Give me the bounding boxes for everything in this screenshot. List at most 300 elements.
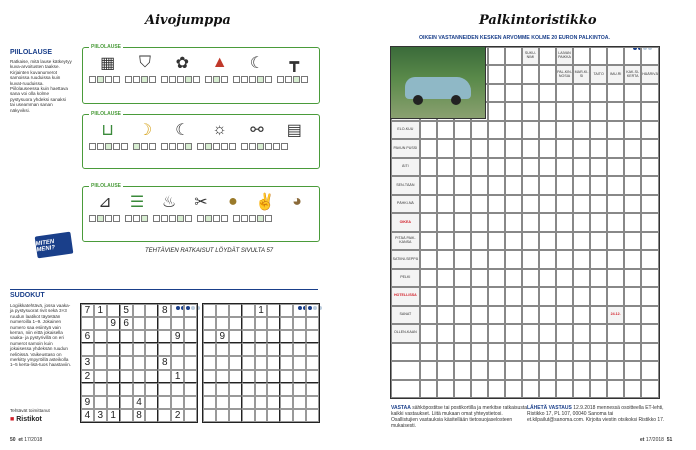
crossword-cell[interactable]: [607, 213, 624, 231]
sudoku-cell[interactable]: [203, 343, 216, 356]
crossword-cell[interactable]: [471, 195, 488, 213]
crossword-cell[interactable]: [573, 195, 590, 213]
crossword-cell[interactable]: [471, 380, 488, 398]
crossword-cell[interactable]: [505, 195, 522, 213]
crossword-cell[interactable]: [624, 84, 641, 102]
crossword-cell[interactable]: [624, 102, 641, 120]
sudoku-cell[interactable]: [171, 356, 184, 369]
sudoku-cell[interactable]: [145, 304, 158, 317]
crossword-cell[interactable]: [471, 139, 488, 157]
crossword-cell[interactable]: [522, 250, 539, 268]
sudoku-cell[interactable]: [203, 396, 216, 409]
sudoku-cell[interactable]: 4: [81, 409, 94, 422]
sudoku-cell[interactable]: [158, 317, 171, 330]
crossword-cell[interactable]: [522, 121, 539, 139]
sudoku-cell[interactable]: [203, 383, 216, 396]
sudoku-cell[interactable]: [280, 304, 293, 317]
sudoku-cell[interactable]: [171, 343, 184, 356]
crossword-cell[interactable]: [488, 232, 505, 250]
sudoku-cell[interactable]: [171, 304, 184, 317]
sudoku-cell[interactable]: [133, 317, 146, 330]
sudoku-cell[interactable]: 6: [81, 330, 94, 343]
crossword-cell[interactable]: [420, 269, 437, 287]
sudoku-cell[interactable]: [184, 409, 197, 422]
sudoku-cell[interactable]: [280, 343, 293, 356]
crossword-cell[interactable]: [641, 102, 659, 120]
crossword-cell[interactable]: [641, 343, 659, 361]
crossword-cell[interactable]: [488, 269, 505, 287]
crossword-cell[interactable]: [454, 269, 471, 287]
crossword-cell[interactable]: [539, 65, 556, 83]
sudoku-cell[interactable]: 3: [94, 409, 107, 422]
sudoku-cell[interactable]: [158, 396, 171, 409]
crossword-cell[interactable]: [420, 121, 437, 139]
sudoku-cell[interactable]: [81, 343, 94, 356]
crossword-cell[interactable]: [488, 195, 505, 213]
crossword-cell[interactable]: [454, 324, 471, 342]
crossword-cell[interactable]: [437, 176, 454, 194]
sudoku-cell[interactable]: [242, 409, 255, 422]
crossword-cell[interactable]: [522, 65, 539, 83]
crossword-cell[interactable]: [624, 306, 641, 324]
crossword-cell[interactable]: [539, 380, 556, 398]
sudoku-cell[interactable]: [203, 330, 216, 343]
sudoku-cell[interactable]: [280, 317, 293, 330]
sudoku-cell[interactable]: [120, 343, 133, 356]
crossword-cell[interactable]: [437, 195, 454, 213]
sudoku-cell[interactable]: [242, 304, 255, 317]
crossword-cell[interactable]: [420, 232, 437, 250]
crossword-cell[interactable]: [641, 47, 659, 65]
crossword-cell[interactable]: [437, 121, 454, 139]
sudoku-cell[interactable]: [184, 356, 197, 369]
crossword-cell[interactable]: [437, 213, 454, 231]
crossword-cell[interactable]: [556, 102, 573, 120]
crossword-cell[interactable]: [420, 158, 437, 176]
crossword-cell[interactable]: [590, 47, 607, 65]
crossword-cell[interactable]: [539, 195, 556, 213]
crossword-cell[interactable]: [607, 343, 624, 361]
crossword-cell[interactable]: [590, 287, 607, 305]
crossword-cell[interactable]: [420, 250, 437, 268]
crossword-cell[interactable]: [573, 380, 590, 398]
crossword-cell[interactable]: [607, 139, 624, 157]
sudoku-cell[interactable]: [267, 317, 280, 330]
sudoku-cell[interactable]: [306, 304, 319, 317]
crossword-cell[interactable]: [505, 250, 522, 268]
sudoku-cell[interactable]: [267, 396, 280, 409]
crossword-cell[interactable]: [573, 343, 590, 361]
sudoku-cell[interactable]: [216, 356, 229, 369]
sudoku-cell[interactable]: 2: [171, 409, 184, 422]
sudoku-cell[interactable]: 7: [81, 304, 94, 317]
crossword-cell[interactable]: [556, 380, 573, 398]
crossword-cell[interactable]: [505, 343, 522, 361]
sudoku-cell[interactable]: [145, 356, 158, 369]
sudoku-cell[interactable]: [229, 330, 242, 343]
sudoku-cell[interactable]: [81, 317, 94, 330]
crossword-cell[interactable]: [641, 158, 659, 176]
crossword-cell[interactable]: [522, 343, 539, 361]
sudoku-cell[interactable]: [242, 356, 255, 369]
sudoku-cell[interactable]: [229, 383, 242, 396]
crossword-cell[interactable]: [505, 213, 522, 231]
crossword-cell[interactable]: [573, 324, 590, 342]
sudoku-cell[interactable]: [107, 383, 120, 396]
crossword-cell[interactable]: [437, 250, 454, 268]
sudoku-cell[interactable]: [280, 356, 293, 369]
crossword-cell[interactable]: [539, 102, 556, 120]
crossword-cell[interactable]: [522, 84, 539, 102]
sudoku-cell[interactable]: [267, 370, 280, 383]
crossword-cell[interactable]: [573, 121, 590, 139]
crossword-cell[interactable]: [522, 361, 539, 379]
sudoku-cell[interactable]: [203, 317, 216, 330]
crossword-cell[interactable]: [420, 176, 437, 194]
crossword-cell[interactable]: [573, 47, 590, 65]
crossword-cell[interactable]: [488, 121, 505, 139]
crossword-cell[interactable]: [641, 361, 659, 379]
crossword-cell[interactable]: [391, 361, 420, 379]
crossword-cell[interactable]: [539, 213, 556, 231]
crossword-cell[interactable]: [437, 306, 454, 324]
crossword-cell[interactable]: [539, 176, 556, 194]
crossword-cell[interactable]: [573, 139, 590, 157]
crossword-cell[interactable]: [437, 324, 454, 342]
crossword-cell[interactable]: [488, 287, 505, 305]
crossword-cell[interactable]: [607, 195, 624, 213]
crossword-cell[interactable]: [573, 102, 590, 120]
sudoku-cell[interactable]: [255, 330, 268, 343]
crossword-cell[interactable]: [471, 343, 488, 361]
crossword-cell[interactable]: [522, 306, 539, 324]
crossword-cell[interactable]: [391, 380, 420, 398]
crossword-cell[interactable]: [539, 250, 556, 268]
sudoku-cell[interactable]: [145, 383, 158, 396]
crossword-cell[interactable]: [556, 324, 573, 342]
crossword-cell[interactable]: [505, 139, 522, 157]
crossword-cell[interactable]: [624, 213, 641, 231]
crossword-cell[interactable]: [488, 84, 505, 102]
sudoku-cell[interactable]: [145, 396, 158, 409]
sudoku-cell[interactable]: [229, 370, 242, 383]
crossword-cell[interactable]: [488, 158, 505, 176]
crossword-cell[interactable]: [522, 232, 539, 250]
crossword-cell[interactable]: [556, 84, 573, 102]
sudoku-cell[interactable]: 9: [216, 330, 229, 343]
crossword-cell[interactable]: [607, 380, 624, 398]
sudoku-cell[interactable]: [184, 383, 197, 396]
crossword-cell[interactable]: [391, 343, 420, 361]
sudoku-cell[interactable]: 9: [171, 330, 184, 343]
sudoku-cell[interactable]: [184, 370, 197, 383]
crossword-cell[interactable]: [539, 287, 556, 305]
crossword-cell[interactable]: [607, 361, 624, 379]
crossword-cell[interactable]: [471, 213, 488, 231]
sudoku-cell[interactable]: [133, 304, 146, 317]
sudoku-cell[interactable]: [133, 383, 146, 396]
sudoku-cell[interactable]: [306, 383, 319, 396]
sudoku-cell[interactable]: [120, 356, 133, 369]
crossword-cell[interactable]: [471, 306, 488, 324]
crossword-cell[interactable]: [556, 139, 573, 157]
crossword-cell[interactable]: [573, 158, 590, 176]
sudoku-cell[interactable]: 6: [120, 317, 133, 330]
crossword-cell[interactable]: [607, 176, 624, 194]
crossword-cell[interactable]: [641, 121, 659, 139]
crossword-cell[interactable]: [420, 287, 437, 305]
crossword-cell[interactable]: [590, 121, 607, 139]
crossword-cell[interactable]: [471, 158, 488, 176]
sudoku-cell[interactable]: [94, 396, 107, 409]
crossword-cell[interactable]: [641, 380, 659, 398]
crossword-cell[interactable]: [539, 232, 556, 250]
sudoku-cell[interactable]: [133, 356, 146, 369]
crossword-cell[interactable]: [505, 324, 522, 342]
crossword-cell[interactable]: [573, 84, 590, 102]
crossword-cell[interactable]: [539, 84, 556, 102]
crossword-cell[interactable]: [624, 380, 641, 398]
crossword-cell[interactable]: [573, 287, 590, 305]
crossword-cell[interactable]: [556, 213, 573, 231]
crossword-cell[interactable]: [573, 176, 590, 194]
crossword-cell[interactable]: [505, 361, 522, 379]
crossword-cell[interactable]: [454, 250, 471, 268]
crossword-cell[interactable]: [505, 380, 522, 398]
crossword-cell[interactable]: [607, 121, 624, 139]
crossword-cell[interactable]: [590, 176, 607, 194]
sudoku-cell[interactable]: [94, 383, 107, 396]
sudoku-cell[interactable]: [242, 317, 255, 330]
crossword-cell[interactable]: [573, 232, 590, 250]
sudoku-cell[interactable]: [158, 370, 171, 383]
crossword-cell[interactable]: [522, 269, 539, 287]
crossword-cell[interactable]: [590, 84, 607, 102]
crossword-cell[interactable]: [556, 121, 573, 139]
crossword-cell[interactable]: [522, 324, 539, 342]
crossword-cell[interactable]: [471, 287, 488, 305]
crossword-cell[interactable]: [488, 343, 505, 361]
sudoku-cell[interactable]: [242, 370, 255, 383]
sudoku-cell[interactable]: [229, 409, 242, 422]
sudoku-cell[interactable]: [293, 304, 306, 317]
sudoku-cell[interactable]: [184, 343, 197, 356]
sudoku-cell[interactable]: [145, 330, 158, 343]
crossword-cell[interactable]: [590, 250, 607, 268]
sudoku-cell[interactable]: [242, 330, 255, 343]
crossword-cell[interactable]: [624, 343, 641, 361]
crossword-cell[interactable]: [641, 306, 659, 324]
crossword-cell[interactable]: [488, 102, 505, 120]
crossword-cell[interactable]: [624, 232, 641, 250]
crossword-cell[interactable]: [590, 269, 607, 287]
sudoku-cell[interactable]: [293, 370, 306, 383]
sudoku-cell[interactable]: [280, 370, 293, 383]
crossword-cell[interactable]: [641, 139, 659, 157]
crossword-cell[interactable]: [420, 380, 437, 398]
crossword-cell[interactable]: [624, 158, 641, 176]
crossword-cell[interactable]: [556, 232, 573, 250]
crossword-cell[interactable]: [624, 287, 641, 305]
crossword-cell[interactable]: [590, 324, 607, 342]
sudoku-cell[interactable]: 8: [133, 409, 146, 422]
crossword-cell[interactable]: [471, 232, 488, 250]
crossword-cell[interactable]: [454, 306, 471, 324]
sudoku-cell[interactable]: [94, 317, 107, 330]
crossword-cell[interactable]: [573, 361, 590, 379]
sudoku-cell[interactable]: [280, 330, 293, 343]
crossword-cell[interactable]: [556, 250, 573, 268]
sudoku-cell[interactable]: [229, 317, 242, 330]
crossword-cell[interactable]: [471, 250, 488, 268]
crossword-cell[interactable]: [556, 195, 573, 213]
crossword-cell[interactable]: [505, 306, 522, 324]
sudoku-cell[interactable]: [184, 317, 197, 330]
crossword-cell[interactable]: [505, 47, 522, 65]
sudoku-cell[interactable]: [171, 396, 184, 409]
crossword-cell[interactable]: [522, 102, 539, 120]
sudoku-cell[interactable]: 1: [171, 370, 184, 383]
crossword-cell[interactable]: [488, 176, 505, 194]
sudoku-cell[interactable]: [120, 409, 133, 422]
sudoku-cell[interactable]: [280, 409, 293, 422]
sudoku-cell[interactable]: [203, 356, 216, 369]
crossword-cell[interactable]: [590, 306, 607, 324]
crossword-cell[interactable]: [454, 380, 471, 398]
sudoku-cell[interactable]: [171, 317, 184, 330]
crossword-cell[interactable]: [522, 139, 539, 157]
crossword-cell[interactable]: [522, 176, 539, 194]
sudoku-cell[interactable]: [184, 396, 197, 409]
sudoku-cell[interactable]: [267, 330, 280, 343]
crossword-cell[interactable]: [488, 306, 505, 324]
sudoku-cell[interactable]: [255, 383, 268, 396]
sudoku-cell[interactable]: [158, 330, 171, 343]
crossword-cell[interactable]: [454, 343, 471, 361]
crossword-cell[interactable]: [437, 139, 454, 157]
sudoku-cell[interactable]: [280, 383, 293, 396]
sudoku-cell[interactable]: [107, 343, 120, 356]
sudoku-cell[interactable]: [306, 396, 319, 409]
sudoku-cell[interactable]: 9: [81, 396, 94, 409]
crossword-cell[interactable]: [607, 158, 624, 176]
crossword-cell[interactable]: [488, 65, 505, 83]
sudoku-cell[interactable]: [120, 383, 133, 396]
crossword-cell[interactable]: [488, 250, 505, 268]
crossword-cell[interactable]: [437, 287, 454, 305]
sudoku-cell[interactable]: [107, 396, 120, 409]
sudoku-cell[interactable]: 1: [94, 304, 107, 317]
crossword-cell[interactable]: [573, 250, 590, 268]
crossword-cell[interactable]: [505, 121, 522, 139]
crossword-cell[interactable]: [505, 269, 522, 287]
crossword-cell[interactable]: [437, 361, 454, 379]
crossword-cell[interactable]: [556, 158, 573, 176]
sudoku-cell[interactable]: [242, 383, 255, 396]
crossword-cell[interactable]: [607, 102, 624, 120]
crossword-cell[interactable]: [607, 324, 624, 342]
sudoku-cell[interactable]: [306, 343, 319, 356]
crossword-cell[interactable]: [420, 195, 437, 213]
crossword-cell[interactable]: [641, 324, 659, 342]
crossword-cell[interactable]: [539, 47, 556, 65]
crossword-cell[interactable]: [437, 269, 454, 287]
sudoku-cell[interactable]: [158, 383, 171, 396]
sudoku-cell[interactable]: [203, 409, 216, 422]
sudoku-cell[interactable]: [229, 343, 242, 356]
crossword-cell[interactable]: [573, 269, 590, 287]
sudoku-cell[interactable]: [216, 383, 229, 396]
crossword-cell[interactable]: [573, 213, 590, 231]
sudoku-cell[interactable]: [203, 304, 216, 317]
sudoku-cell[interactable]: [267, 409, 280, 422]
crossword-cell[interactable]: [454, 176, 471, 194]
sudoku-cell[interactable]: [293, 356, 306, 369]
sudoku-cell[interactable]: [280, 396, 293, 409]
crossword-cell[interactable]: [488, 380, 505, 398]
sudoku-cell[interactable]: [94, 370, 107, 383]
crossword-cell[interactable]: [641, 232, 659, 250]
sudoku-cell[interactable]: [267, 304, 280, 317]
sudoku-cell[interactable]: [306, 317, 319, 330]
crossword-cell[interactable]: [556, 343, 573, 361]
crossword-cell[interactable]: [641, 269, 659, 287]
sudoku-cell[interactable]: [255, 409, 268, 422]
crossword-cell[interactable]: [522, 287, 539, 305]
sudoku-cell[interactable]: [293, 396, 306, 409]
sudoku-cell[interactable]: [306, 409, 319, 422]
crossword-cell[interactable]: [471, 176, 488, 194]
sudoku-cell[interactable]: [133, 343, 146, 356]
crossword-cell[interactable]: [437, 158, 454, 176]
crossword-cell[interactable]: [505, 65, 522, 83]
sudoku-cell[interactable]: [306, 370, 319, 383]
crossword-cell[interactable]: [607, 232, 624, 250]
crossword-cell[interactable]: [522, 195, 539, 213]
sudoku-cell[interactable]: [293, 317, 306, 330]
crossword-cell[interactable]: [539, 324, 556, 342]
crossword-cell[interactable]: [471, 269, 488, 287]
crossword-cell[interactable]: [590, 343, 607, 361]
crossword-cell[interactable]: [437, 232, 454, 250]
crossword-cell[interactable]: [454, 121, 471, 139]
crossword-cell[interactable]: [420, 306, 437, 324]
sudoku-cell[interactable]: [267, 343, 280, 356]
sudoku-cell[interactable]: [229, 356, 242, 369]
sudoku-cell[interactable]: [293, 330, 306, 343]
crossword-cell[interactable]: [556, 361, 573, 379]
crossword-cell[interactable]: [505, 84, 522, 102]
crossword-cell[interactable]: [641, 250, 659, 268]
sudoku-cell[interactable]: [203, 370, 216, 383]
sudoku-cell[interactable]: [184, 304, 197, 317]
crossword-cell[interactable]: [488, 361, 505, 379]
sudoku-cell[interactable]: [107, 330, 120, 343]
crossword-cell[interactable]: [454, 232, 471, 250]
crossword-cell[interactable]: [505, 102, 522, 120]
crossword-cell[interactable]: [488, 139, 505, 157]
crossword-cell[interactable]: [607, 84, 624, 102]
crossword-cell[interactable]: [488, 324, 505, 342]
sudoku-cell[interactable]: [229, 304, 242, 317]
crossword-cell[interactable]: [607, 47, 624, 65]
sudoku-cell[interactable]: [145, 343, 158, 356]
crossword-cell[interactable]: [420, 361, 437, 379]
sudoku-cell[interactable]: [255, 317, 268, 330]
crossword-cell[interactable]: [607, 250, 624, 268]
crossword-cell[interactable]: [454, 361, 471, 379]
sudoku-cell[interactable]: 2: [81, 370, 94, 383]
